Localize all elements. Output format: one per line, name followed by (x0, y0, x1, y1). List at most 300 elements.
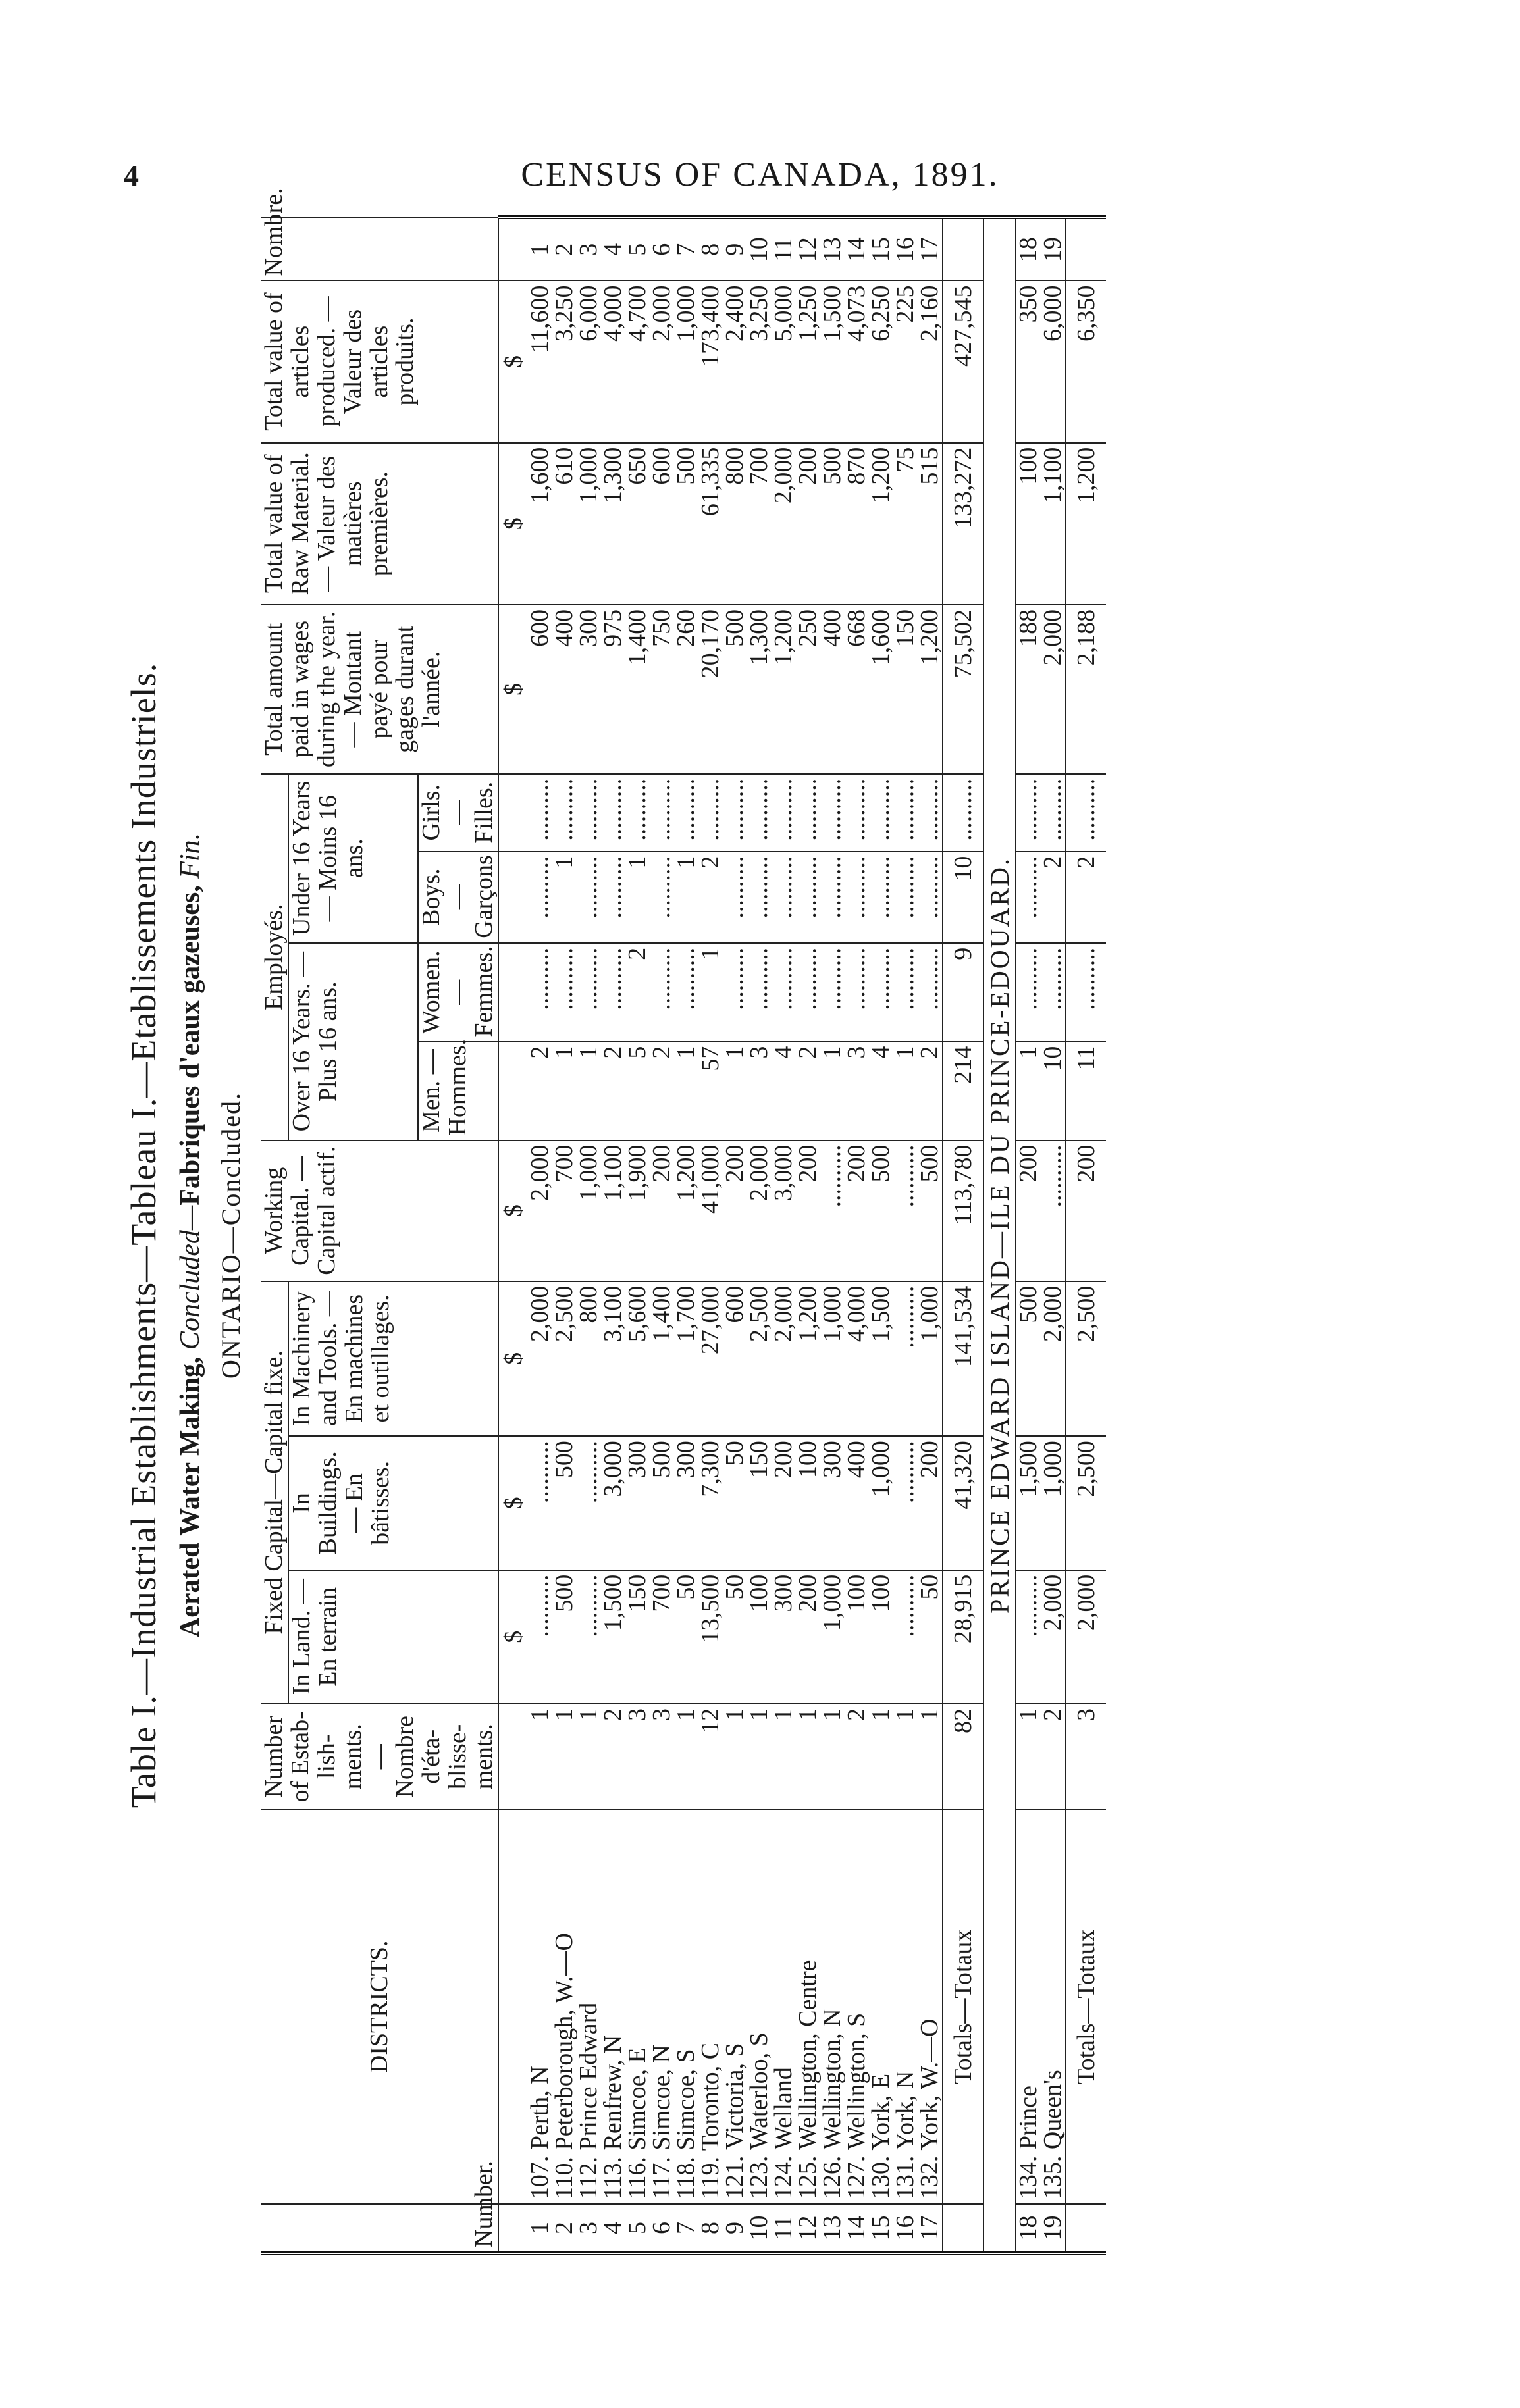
cell-girls: .......... (796, 774, 820, 852)
table-row (552, 217, 577, 2253)
cell-mach: 600 (723, 1281, 747, 1437)
pei-section-row (983, 217, 1016, 2253)
province-heading: ONTARIO—Concluded. (216, 1091, 246, 1379)
cell-boys: .......... (747, 852, 772, 943)
cell-raw: 870 (845, 443, 869, 605)
hdr-estab: Number of Estab- lish- ments. — Nombre d'éta- blisse- ments. (261, 1704, 498, 1810)
row-number: 8 (698, 2204, 723, 2253)
row-nombre: 11 (772, 217, 796, 280)
cell-women: .......... (820, 943, 845, 1042)
cell-raw: 650 (625, 443, 650, 605)
cell-land: 1,000 (820, 1570, 845, 1704)
cell-bldg: 200 (918, 1436, 943, 1570)
cell-girls: .......... (528, 774, 552, 852)
table-row (747, 217, 772, 2253)
cell-land: 100 (747, 1570, 772, 1704)
cell-boys: .......... (772, 852, 796, 943)
cell-girls: .......... (772, 774, 796, 852)
cell-boys: 1 (625, 852, 650, 943)
row-nombre: 10 (747, 217, 772, 280)
cell-raw: 61,335 (698, 443, 723, 605)
cell-bldg: 200 (772, 1436, 796, 1570)
district-name: 116. Simcoe, E (625, 1810, 650, 2205)
cell-men: 2 (918, 1042, 943, 1140)
total-land: 2,000 (1066, 1570, 1106, 1704)
cell-men: 4 (869, 1042, 893, 1140)
total-land: 28,915 (943, 1570, 983, 1704)
row-number: 11 (772, 2204, 796, 2253)
cell-estab: 1 (772, 1704, 796, 1810)
table-row (918, 217, 943, 2253)
cell-boys: .......... (577, 852, 601, 943)
cell-mach: 3,100 (601, 1281, 625, 1437)
row-number: 17 (918, 2204, 943, 2253)
cell-mach: 2,000 (1041, 1281, 1066, 1437)
cell-bldg: 3,000 (601, 1436, 625, 1570)
hdr-wages: Total amount paid in wages during the year. — Montant payé pour gages durant l'année. (261, 605, 498, 774)
hdr-buildings: In Buildings. — En bâtisses. (288, 1436, 498, 1570)
row-number: 6 (650, 2204, 674, 2253)
cell-wages: 668 (845, 605, 869, 774)
hdr-produced: Total value of articles produced. — Valeur des articles produits. (261, 280, 498, 442)
cell-work: 200 (650, 1140, 674, 1281)
row-number: 12 (796, 2204, 820, 2253)
row-nombre: 7 (674, 217, 698, 280)
cell-work: .......... (1041, 1140, 1066, 1281)
table-row (845, 217, 869, 2253)
cell-bldg: 1,500 (1016, 1436, 1041, 1570)
cell-bldg: .......... (893, 1436, 918, 1570)
cell-land: 13,500 (698, 1570, 723, 1704)
cell-men: 1 (820, 1042, 845, 1140)
cell-work: 500 (918, 1140, 943, 1281)
hdr-fixed-capital: Fixed Capital—Capital fixe. (261, 1281, 288, 1704)
cell-girls: .......... (625, 774, 650, 852)
cell-work: 3,000 (772, 1140, 796, 1281)
cell-women: .......... (577, 943, 601, 1042)
total-wages: 75,502 (943, 605, 983, 774)
cell-estab: 12 (698, 1704, 723, 1810)
cell-women: 1 (698, 943, 723, 1042)
cell-estab: 1 (552, 1704, 577, 1810)
row-nombre: 13 (820, 217, 845, 280)
dollar-sign: $ (498, 280, 528, 442)
cell-prod: 6,000 (1041, 280, 1066, 442)
dollar-sign: $ (498, 1140, 528, 1281)
total-men: 214 (943, 1042, 983, 1140)
dollar-sign: $ (498, 1570, 528, 1704)
cell-work: 200 (845, 1140, 869, 1281)
cell-women: .......... (723, 943, 747, 1042)
blank-cell (498, 852, 528, 943)
row-number: 14 (845, 2204, 869, 2253)
row-nombre: 9 (723, 217, 747, 280)
cell-land: .......... (893, 1570, 918, 1704)
dollar-sign-row (498, 217, 528, 2253)
cell-estab: 1 (796, 1704, 820, 1810)
total-estab: 82 (943, 1704, 983, 1810)
cell-boys: .......... (723, 852, 747, 943)
cell-wages: 1,400 (625, 605, 650, 774)
cell-men: 5 (625, 1042, 650, 1140)
table-row (698, 217, 723, 2253)
cell-wages: 300 (577, 605, 601, 774)
cell-land: 2,000 (1041, 1570, 1066, 1704)
cell-work: 1,000 (577, 1140, 601, 1281)
total-mach: 2,500 (1066, 1281, 1106, 1437)
cell-land: 100 (845, 1570, 869, 1704)
cell-girls: .......... (869, 774, 893, 852)
row-number: 18 (1016, 2204, 1041, 2253)
row-nombre: 16 (893, 217, 918, 280)
rotated-table-block (123, 188, 1433, 2255)
cell-work: 2,000 (528, 1140, 552, 1281)
cell-bldg: 500 (552, 1436, 577, 1570)
cell-land: 500 (552, 1570, 577, 1704)
cell-bldg: 300 (674, 1436, 698, 1570)
row-nombre: 15 (869, 217, 893, 280)
cell-raw: 1,100 (1041, 443, 1066, 605)
cell-girls: .......... (820, 774, 845, 852)
cell-raw: 1,300 (601, 443, 625, 605)
totals-row (943, 217, 983, 2253)
cell-women: .......... (528, 943, 552, 1042)
blank-cell (1066, 2204, 1106, 2253)
cell-girls: .......... (1016, 774, 1041, 852)
row-number: 2 (552, 2204, 577, 2253)
row-nombre: 8 (698, 217, 723, 280)
cell-raw: 100 (1016, 443, 1041, 605)
cell-prod: 3,250 (552, 280, 577, 442)
cell-estab: 1 (1016, 1704, 1041, 1810)
cell-land: .......... (577, 1570, 601, 1704)
cell-boys: 1 (674, 852, 698, 943)
total-women: 9 (943, 943, 983, 1042)
hdr-machinery: In Machinery and Tools. — En machines et outillages. (288, 1281, 498, 1437)
cell-men: 3 (845, 1042, 869, 1140)
blank-cell (498, 1042, 528, 1140)
district-name: 126. Wellington, N (820, 1810, 845, 2205)
hdr-raw: Total value of Raw Material. — Valeur des matières premières. (261, 443, 498, 605)
table-row (820, 217, 845, 2253)
cell-prod: 5,000 (772, 280, 796, 442)
row-nombre: 4 (601, 217, 625, 280)
hdr-girls: Girls. — Filles. (418, 774, 498, 852)
cell-women: .......... (869, 943, 893, 1042)
cell-prod: 6,000 (577, 280, 601, 442)
cell-prod: 173,400 (698, 280, 723, 442)
cell-girls: .......... (698, 774, 723, 852)
cell-bldg: 1,000 (869, 1436, 893, 1570)
district-name: 135. Queen's (1041, 1810, 1066, 2205)
cell-land: .......... (528, 1570, 552, 1704)
cell-men: 1 (1016, 1042, 1041, 1140)
cell-prod: 2,000 (650, 280, 674, 442)
blank-cell (498, 1704, 528, 1810)
cell-wages: 250 (796, 605, 820, 774)
cell-raw: 700 (747, 443, 772, 605)
cell-women: .......... (845, 943, 869, 1042)
district-name: 112. Prince Edward (577, 1810, 601, 2205)
table-row (1016, 217, 1041, 2253)
cell-estab: 1 (820, 1704, 845, 1810)
establishments-table (260, 188, 1106, 2255)
subtitle-part-2: Concluded— (175, 1205, 205, 1350)
cell-girls: .......... (577, 774, 601, 852)
district-name: 107. Perth, N (528, 1810, 552, 2205)
table-row (528, 217, 552, 2253)
cell-prod: 11,600 (528, 280, 552, 442)
cell-mach: 2,000 (528, 1281, 552, 1437)
header-row-1 (261, 217, 288, 2253)
cell-land: 100 (869, 1570, 893, 1704)
cell-girls: .......... (1041, 774, 1066, 852)
dollar-sign: $ (498, 1281, 528, 1437)
cell-estab: 1 (723, 1704, 747, 1810)
hdr-women: Women. — Femmes. (418, 943, 498, 1042)
cell-mach: 1,000 (918, 1281, 943, 1437)
table-row (772, 217, 796, 2253)
cell-men: 1 (552, 1042, 577, 1140)
cell-women: 2 (625, 943, 650, 1042)
row-nombre: 17 (918, 217, 943, 280)
cell-bldg: 300 (625, 1436, 650, 1570)
cell-women: .......... (601, 943, 625, 1042)
cell-work: 2,000 (747, 1140, 772, 1281)
cell-girls: .......... (918, 774, 943, 852)
cell-wages: 400 (552, 605, 577, 774)
cell-boys: .......... (893, 852, 918, 943)
cell-boys: 1 (552, 852, 577, 943)
cell-land: 50 (674, 1570, 698, 1704)
total-work: 200 (1066, 1140, 1106, 1281)
cell-wages: 500 (723, 605, 747, 774)
row-number: 5 (625, 2204, 650, 2253)
cell-mach: 27,000 (698, 1281, 723, 1437)
cell-wages: 260 (674, 605, 698, 774)
cell-men: 2 (796, 1042, 820, 1140)
cell-women: .......... (552, 943, 577, 1042)
cell-raw: 75 (893, 443, 918, 605)
cell-boys: .......... (528, 852, 552, 943)
cell-mach: 1,700 (674, 1281, 698, 1437)
totals-label: Totals—Totaux (1066, 1810, 1106, 2205)
cell-prod: 2,160 (918, 280, 943, 442)
cell-land: 200 (796, 1570, 820, 1704)
cell-mach: 500 (1016, 1281, 1041, 1437)
cell-land: 700 (650, 1570, 674, 1704)
cell-men: 1 (674, 1042, 698, 1140)
district-name: 130. York, E (869, 1810, 893, 2205)
cell-wages: 600 (528, 605, 552, 774)
cell-mach: 1,200 (796, 1281, 820, 1437)
cell-men: 2 (601, 1042, 625, 1140)
cell-raw: 500 (820, 443, 845, 605)
district-name: 132. York, W.—O (918, 1810, 943, 2205)
cell-land: 150 (625, 1570, 650, 1704)
total-work: 113,780 (943, 1140, 983, 1281)
cell-work: 700 (552, 1140, 577, 1281)
cell-estab: 1 (869, 1704, 893, 1810)
cell-raw: 600 (650, 443, 674, 605)
cell-bldg: .......... (528, 1436, 552, 1570)
table-row (893, 217, 918, 2253)
cell-men: 57 (698, 1042, 723, 1140)
cell-women: .......... (893, 943, 918, 1042)
cell-women: .......... (674, 943, 698, 1042)
cell-prod: 1,500 (820, 280, 845, 442)
total-girls: .......... (943, 774, 983, 852)
cell-girls: .......... (723, 774, 747, 852)
cell-raw: 515 (918, 443, 943, 605)
blank-cell (498, 2204, 528, 2253)
row-number: 13 (820, 2204, 845, 2253)
cell-boys: 2 (1041, 852, 1066, 943)
cell-prod: 225 (893, 280, 918, 442)
district-name: 119. Toronto, C (698, 1810, 723, 2205)
cell-boys: .......... (650, 852, 674, 943)
total-women: .......... (1066, 943, 1106, 1042)
cell-work: 500 (869, 1140, 893, 1281)
cell-mach: 800 (577, 1281, 601, 1437)
hdr-under16: Under 16 Years — Moins 16 ans. (288, 774, 418, 943)
cell-boys: .......... (845, 852, 869, 943)
cell-women: .......... (747, 943, 772, 1042)
row-nombre: 3 (577, 217, 601, 280)
cell-land: 1,500 (601, 1570, 625, 1704)
cell-mach: .......... (893, 1281, 918, 1437)
cell-wages: 20,170 (698, 605, 723, 774)
total-wages: 2,188 (1066, 605, 1106, 774)
total-mach: 141,534 (943, 1281, 983, 1437)
cell-estab: 1 (893, 1704, 918, 1810)
row-number: 15 (869, 2204, 893, 2253)
cell-work: .......... (893, 1140, 918, 1281)
cell-mach: 1,500 (869, 1281, 893, 1437)
cell-bldg: 400 (845, 1436, 869, 1570)
cell-work: .......... (820, 1140, 845, 1281)
total-raw: 1,200 (1066, 443, 1106, 605)
dollar-sign: $ (498, 443, 528, 605)
row-number: 10 (747, 2204, 772, 2253)
total-boys: 10 (943, 852, 983, 943)
cell-wages: 1,300 (747, 605, 772, 774)
cell-boys: .......... (601, 852, 625, 943)
cell-men: 1 (577, 1042, 601, 1140)
cell-girls: .......... (552, 774, 577, 852)
cell-women: .......... (1041, 943, 1066, 1042)
table-row (723, 217, 747, 2253)
district-name: 117. Simcoe, N (650, 1810, 674, 2205)
row-nombre: 1 (528, 217, 552, 280)
cell-estab: 3 (625, 1704, 650, 1810)
hdr-over16: Over 16 Years. — Plus 16 ans. (288, 943, 418, 1140)
hdr-employes: Employés. (261, 774, 288, 1140)
cell-men: 1 (893, 1042, 918, 1140)
cell-prod: 6,250 (869, 280, 893, 442)
district-name: 110. Peterborough, W.—O (552, 1810, 577, 2205)
cell-estab: 1 (918, 1704, 943, 1810)
district-name: 121. Victoria, S (723, 1810, 747, 2205)
row-number: 1 (528, 2204, 552, 2253)
cell-bldg: 100 (796, 1436, 820, 1570)
cell-land: 50 (918, 1570, 943, 1704)
cell-wages: 1,200 (772, 605, 796, 774)
cell-prod: 4,073 (845, 280, 869, 442)
page-number: 4 (124, 159, 139, 192)
cell-boys: .......... (918, 852, 943, 943)
cell-work: 200 (723, 1140, 747, 1281)
hdr-nombre: Nombre. (261, 217, 498, 280)
cell-mach: 2,000 (772, 1281, 796, 1437)
row-number: 3 (577, 2204, 601, 2253)
row-number: 4 (601, 2204, 625, 2253)
cell-land: .......... (1016, 1570, 1041, 1704)
cell-raw: 800 (723, 443, 747, 605)
row-nombre: 12 (796, 217, 820, 280)
cell-men: 2 (650, 1042, 674, 1140)
table-row (796, 217, 820, 2253)
row-nombre: 14 (845, 217, 869, 280)
cell-estab: 2 (601, 1704, 625, 1810)
cell-raw: 200 (796, 443, 820, 605)
blank-cell (498, 1810, 528, 2205)
blank-cell (943, 217, 983, 280)
row-nombre: 18 (1016, 217, 1041, 280)
cell-women: .......... (796, 943, 820, 1042)
hdr-land: In Land. — En terrain (288, 1570, 498, 1704)
subtitle-part-1: Aerated Water Making, (175, 1350, 205, 1638)
cell-wages: 1,200 (918, 605, 943, 774)
cell-boys: .......... (1016, 852, 1041, 943)
district-name: 134. Prince (1016, 1810, 1041, 2205)
cell-wages: 188 (1016, 605, 1041, 774)
district-name: 118. Simcoe, S (674, 1810, 698, 2205)
hdr-boys: Boys. — Garçons (418, 852, 498, 943)
cell-work: 1,900 (625, 1140, 650, 1281)
row-number: 19 (1041, 2204, 1066, 2253)
hdr-districts: DISTRICTS. (261, 1810, 498, 2205)
row-nombre: 19 (1041, 217, 1066, 280)
cell-boys: .......... (820, 852, 845, 943)
cell-men: 3 (747, 1042, 772, 1140)
table-row (1041, 217, 1066, 2253)
cell-land: 50 (723, 1570, 747, 1704)
cell-women: .......... (772, 943, 796, 1042)
total-raw: 133,272 (943, 443, 983, 605)
row-number: 16 (893, 2204, 918, 2253)
cell-bldg: 150 (747, 1436, 772, 1570)
cell-men: 4 (772, 1042, 796, 1140)
cell-women: .......... (918, 943, 943, 1042)
table-row (650, 217, 674, 2253)
cell-wages: 2,000 (1041, 605, 1066, 774)
total-boys: 2 (1066, 852, 1106, 943)
cell-work: 41,000 (698, 1140, 723, 1281)
cell-bldg: 500 (650, 1436, 674, 1570)
cell-wages: 750 (650, 605, 674, 774)
cell-prod: 4,700 (625, 280, 650, 442)
cell-raw: 2,000 (772, 443, 796, 605)
cell-girls: .......... (674, 774, 698, 852)
table-row (577, 217, 601, 2253)
table-title: Table I.—Industrial Establishments—Tableau I.—Etablissements Industriels. (124, 662, 163, 1808)
cell-land: 300 (772, 1570, 796, 1704)
cell-mach: 2,500 (747, 1281, 772, 1437)
cell-work: 1,200 (674, 1140, 698, 1281)
cell-girls: .......... (650, 774, 674, 852)
cell-mach: 4,000 (845, 1281, 869, 1437)
